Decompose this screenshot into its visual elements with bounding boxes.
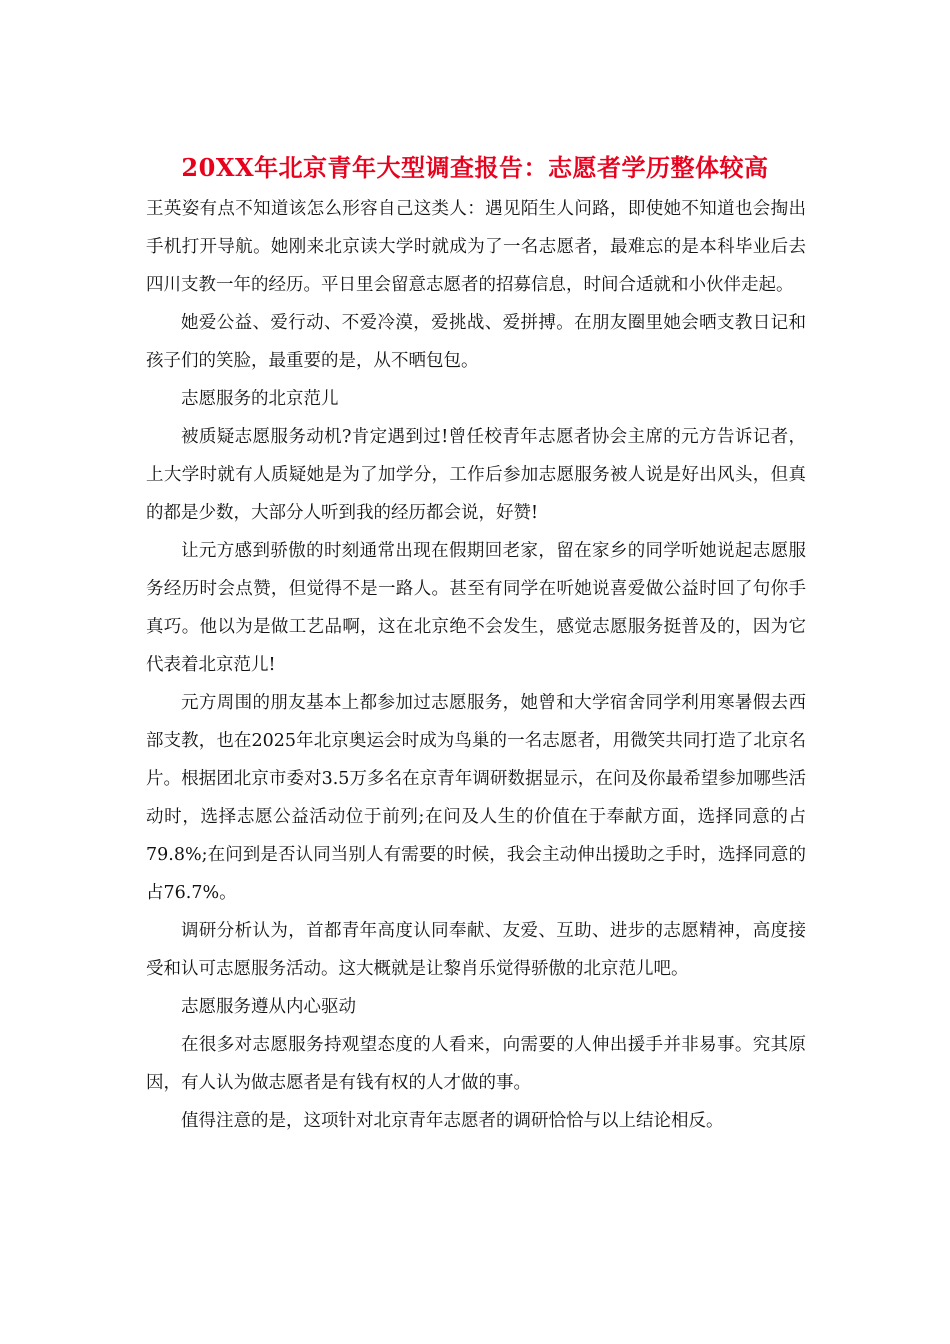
paragraph: 元方周围的朋友基本上都参加过志愿服务，她曾和大学宿舍同学利用寒暑假去西部支教，也在2025年北京奥运会时成为鸟巢的一名志愿者，用微笑共同打造了北京名片。根据团北京市委对3.5万多名在京青年调研数据显示，在问及你最希望参加哪些活动时，选择志愿公益活动位于前列;在问及人生的价值在于奉献方面，选择同意的占79.8%;在问到是否认同当别人有需要的时候，我会主动伸出援助之手时，选择同意的占76.7%。 xyxy=(146,693,806,903)
paragraph: 她爱公益、爱行动、不爱冷漠，爱挑战、爱拼搏。在朋友圈里她会晒支教日记和孩子们的笑脸，最重要的是，从不晒包包。 xyxy=(146,313,806,371)
section-heading: 志愿服务遵从内心驱动 xyxy=(181,997,356,1017)
paragraph: 王英姿有点不知道该怎么形容自己这类人：遇见陌生人问路，即使她不知道也会掏出手机打开导航。她刚来北京读大学时就成为了一名志愿者，最难忘的是本科毕业后去四川支教一年的经历。平日里会留意志愿者的招募信息，时间合适就和小伙伴走起。 xyxy=(146,199,806,295)
paragraph: 在很多对志愿服务持观望态度的人看来，向需要的人伸出援手并非易事。究其原因，有人认为做志愿者是有钱有权的人才做的事。 xyxy=(146,1035,806,1093)
paragraph: 被质疑志愿服务动机?肯定遇到过!曾任校青年志愿者协会主席的元方告诉记者，上大学时就有人质疑她是为了加学分，工作后参加志愿服务被人说是好出风头，但真的都是少数，大部分人听到我的经历都会说，好赞! xyxy=(146,427,806,523)
paragraph: 让元方感到骄傲的时刻通常出现在假期回老家，留在家乡的同学听她说起志愿服务经历时会点赞，但觉得不是一路人。甚至有同学在听她说喜爱做公益时回了句你手真巧。他以为是做工艺品啊，这在北京绝不会发生，感觉志愿服务挺普及的，因为它代表着北京范儿! xyxy=(146,541,806,675)
paragraph: 调研分析认为，首都青年高度认同奉献、友爱、互助、进步的志愿精神，高度接受和认可志愿服务活动。这大概就是让黎肖乐觉得骄傲的北京范儿吧。 xyxy=(146,921,806,979)
document-title: 20XX年北京青年大型调查报告：志愿者学历整体较高 xyxy=(181,153,769,182)
document-body xyxy=(146,190,806,1140)
paragraph: 值得注意的是，这项针对北京青年志愿者的调研恰恰与以上结论相反。 xyxy=(181,1111,724,1131)
section-heading: 志愿服务的北京范儿 xyxy=(181,389,339,409)
